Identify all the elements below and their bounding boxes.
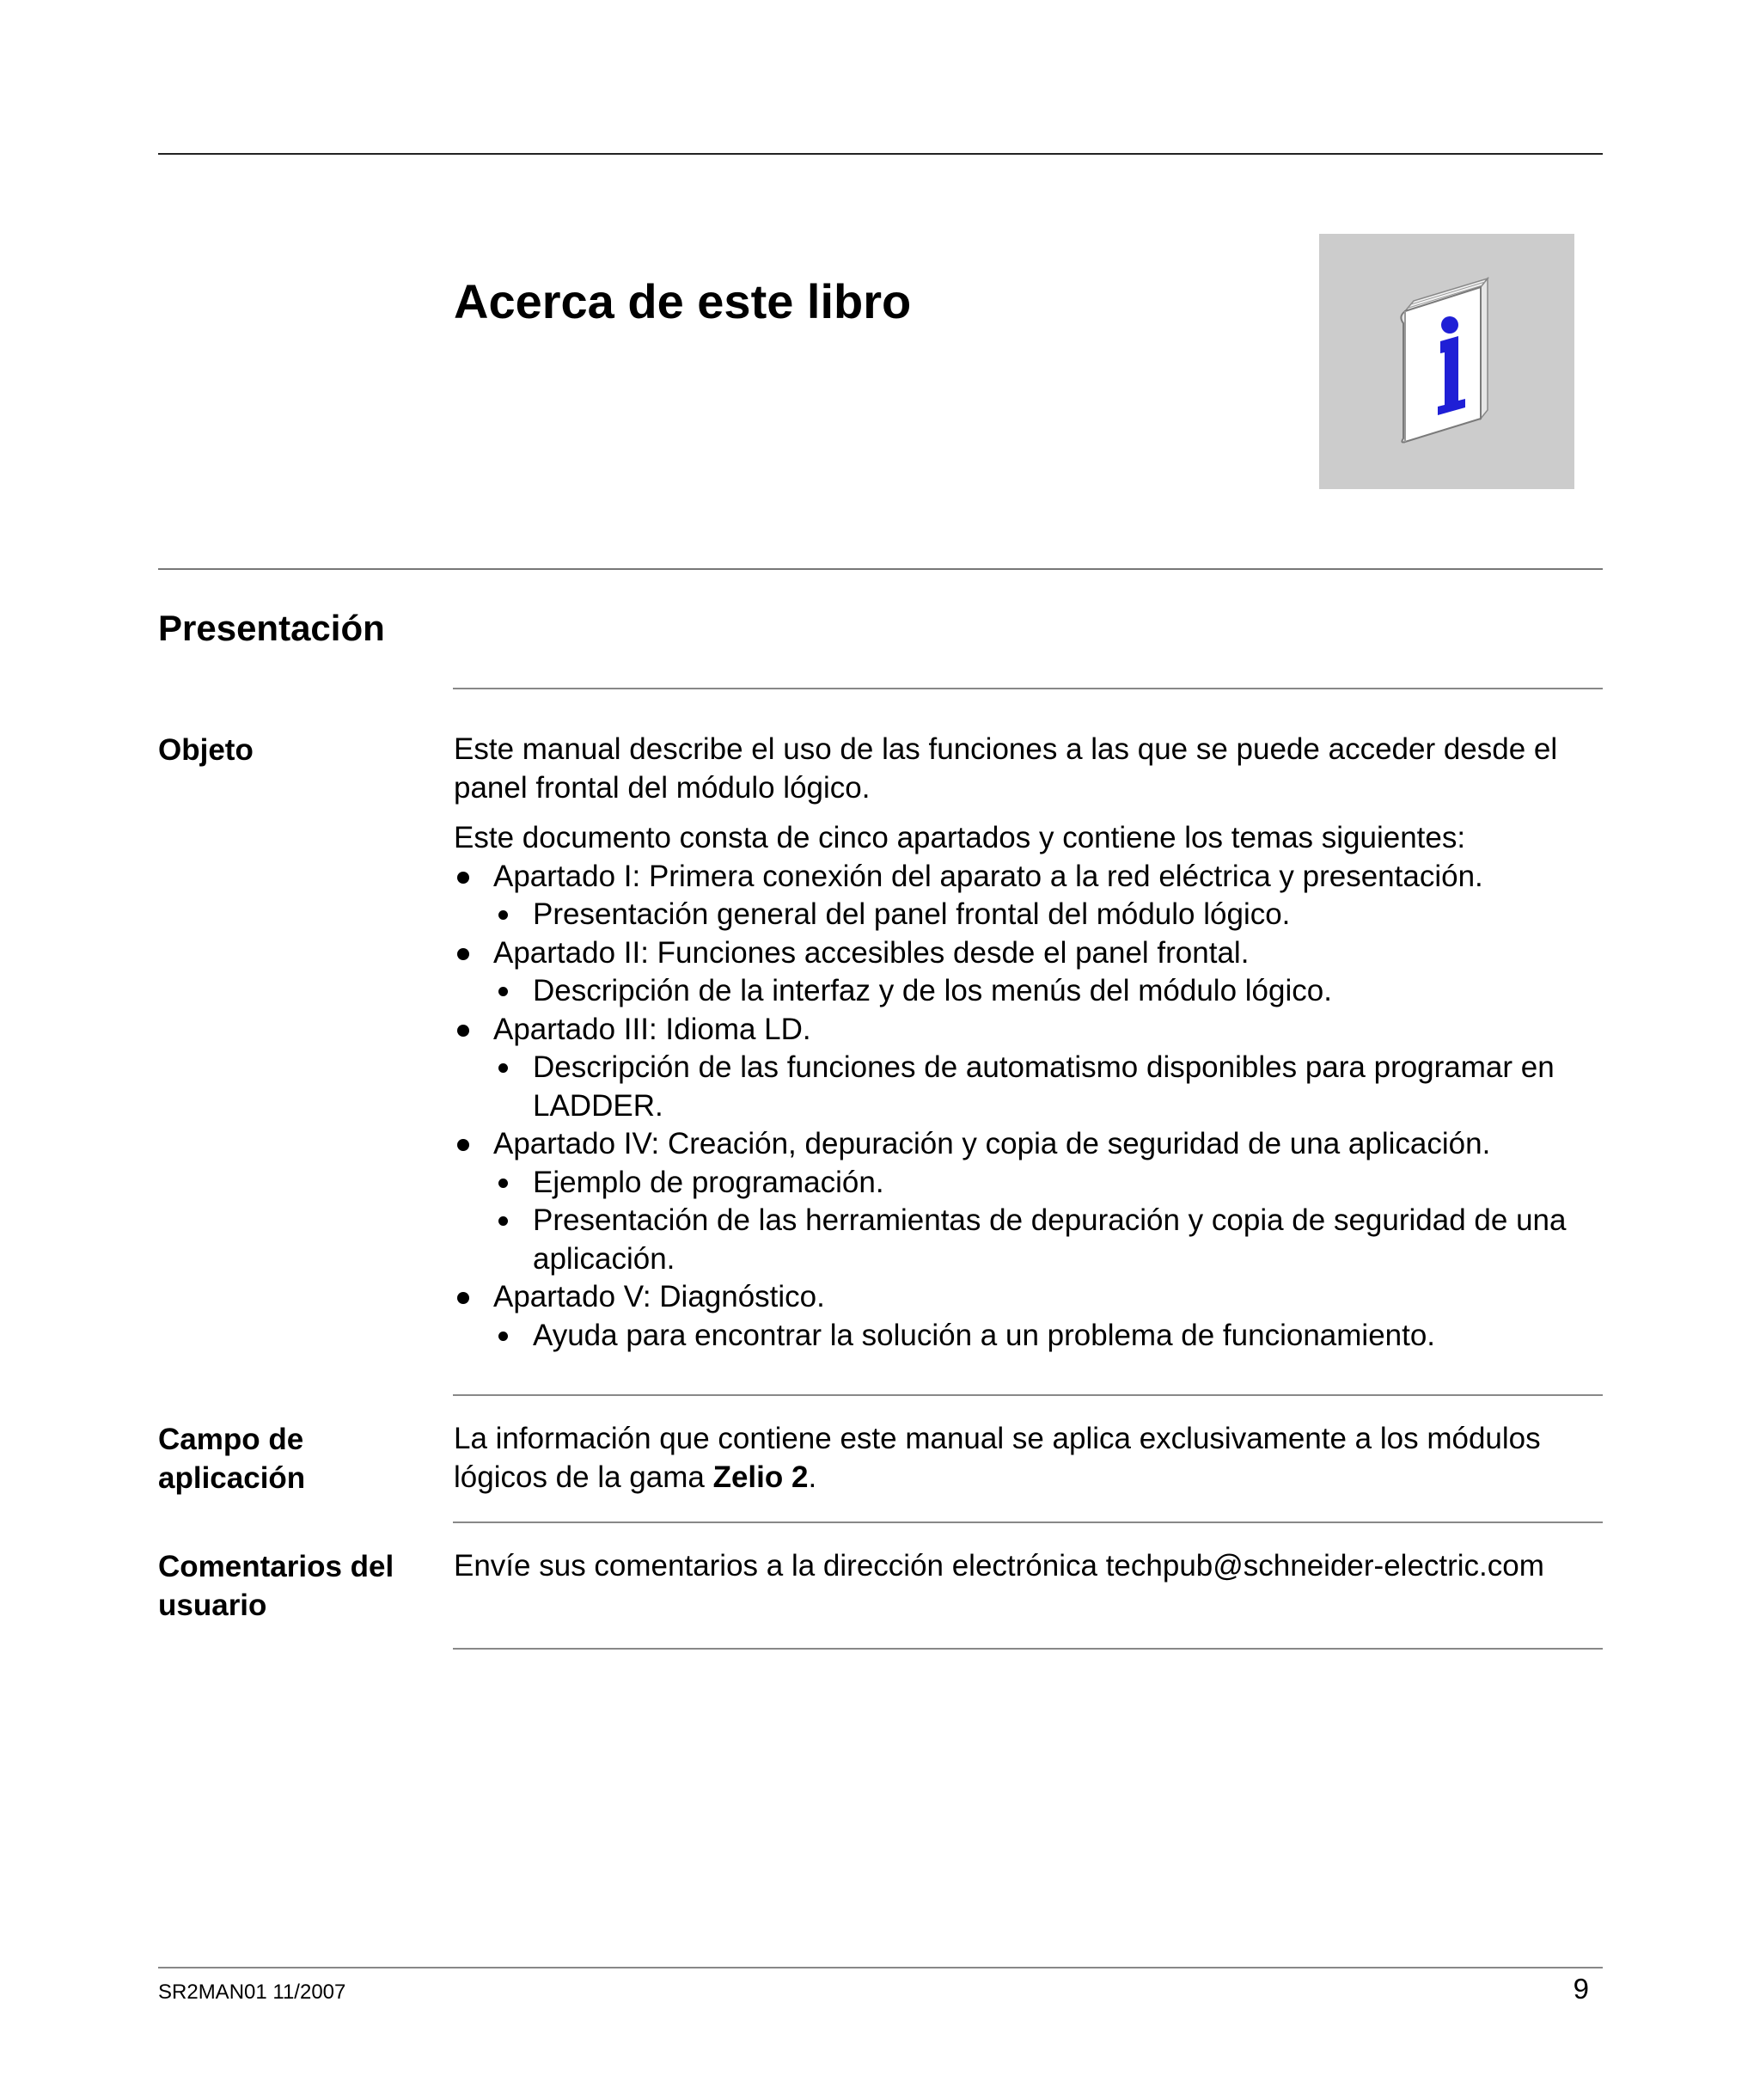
objeto-label: Objeto (158, 733, 254, 767)
comentarios-body (454, 1547, 1605, 1586)
sub-list-item: Ejemplo de programación. (493, 1164, 1605, 1203)
section-title: Presentación (158, 608, 385, 648)
sub-list (493, 896, 1605, 934)
chapter-title: Acerca de este libro (454, 274, 912, 328)
campo-body: La información que contiene este manual se aplica exclusivamente a los módulos lógicos de la gama Zelio 2. (454, 1422, 1541, 1494)
comentarios-text: Envíe sus comentarios a la dirección electrónica techpub@schneider-electric.com (454, 1549, 1544, 1583)
objeto-list-intro: Este documento consta de cinco apartados y contiene los temas siguientes: (454, 821, 1466, 854)
sub-list-item: Presentación general del panel frontal del módulo lógico. (493, 896, 1605, 934)
row-divider (453, 1394, 1603, 1396)
comentarios-label: Comentarios del usuario (158, 1550, 394, 1622)
objeto-intro: Este manual describe el uso de las funciones a las que se puede acceder desde el panel frontal del módulo lógico. (454, 732, 1558, 805)
campo-label: Campo de aplicación (158, 1423, 306, 1495)
objeto-body (454, 731, 1605, 1355)
sub-list (493, 972, 1605, 1011)
info-icon-box (1319, 234, 1574, 489)
footer-rule (158, 1967, 1603, 1968)
list-item: Apartado III: Idioma LD. Descripción de las funciones de automatismo disponibles para programar en LADDER. (454, 1011, 1605, 1126)
sub-list (493, 1049, 1605, 1125)
footer-doc-ref: SR2MAN01 11/2007 (158, 1981, 346, 2004)
page-number: 9 (1573, 1973, 1589, 2005)
sub-list-item: Ayuda para encontrar la solución a un problema de funcionamiento. (493, 1317, 1605, 1356)
row-divider (453, 1648, 1603, 1650)
list-item: Apartado I: Primera conexión del aparato a la red eléctrica y presentación. Presentación general del panel frontal del módulo lógico. (454, 858, 1605, 934)
sub-list-item: Descripción de la interfaz y de los menús del módulo lógico. (493, 972, 1605, 1011)
section-rule (158, 568, 1603, 570)
apartados-list (454, 858, 1605, 1356)
subsection-rule (453, 688, 1603, 689)
sub-list-item: Presentación de las herramientas de depuración y copia de seguridad de una aplicación. (493, 1202, 1605, 1278)
list-item: Apartado V: Diagnóstico. Ayuda para encontrar la solución a un problema de funcionamiento. (454, 1278, 1605, 1355)
sub-list (493, 1317, 1605, 1356)
top-rule (158, 153, 1603, 155)
sub-list (493, 1164, 1605, 1279)
product-name: Zelio 2 (712, 1460, 809, 1494)
row-divider (453, 1521, 1603, 1523)
list-item: Apartado IV: Creación, depuración y copia de seguridad de una aplicación. Ejemplo de programación. Presentación de las herramientas de depuración y copia de seguridad de una aplicación. (454, 1125, 1605, 1278)
info-book-icon (1319, 234, 1574, 489)
list-item: Apartado II: Funciones accesibles desde el panel frontal. Descripción de la interfaz y de los menús del módulo lógico. (454, 934, 1605, 1011)
sub-list-item: Descripción de las funciones de automatismo disponibles para programar en LADDER. (493, 1049, 1605, 1125)
